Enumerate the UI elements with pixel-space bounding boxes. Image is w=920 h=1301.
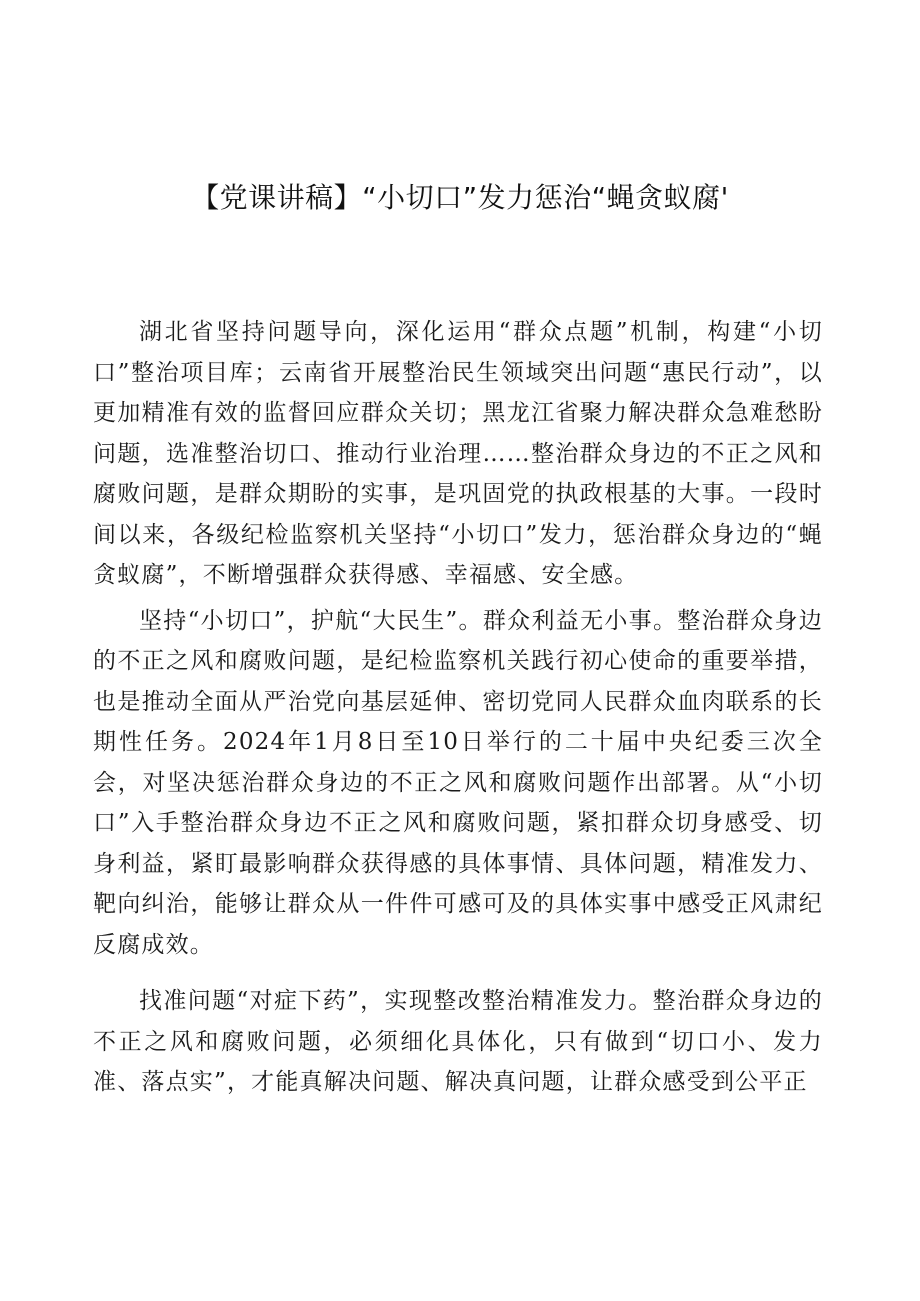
- paragraph-2: 坚持“小切口”，护航“大民生”。群众利益无小事。整治群众身边的不正之风和腐败问题，是纪检监察机关践行初心使命的重要举措，也是推动全面从严治党向基层延伸、密切党同人民群众血肉联系的长期性任务。2024年1月8日至10日举行的二十届中央纪委三次全会，对坚决惩治群众身边的不正之风和腐败问题作出部署。从“小切口”入手整治群众身边不正之风和腐败问题，紧扣群众切身感受、切身利益，紧盯最影响群众获得感的具体事情、具体问题，精准发力、靶向纠治，能够让群众从一件件可感可及的具体实事中感受正风肃纪反腐成效。: [93, 607, 823, 958]
- paragraph-3: 找准问题“对症下药”，实现整改整治精准发力。整治群众身边的不正之风和腐败问题，必须细化具体化，只有做到“切口小、发力准、落点实”，才能真解决问题、解决真问题，让群众感受到公平正: [93, 988, 823, 1095]
- document-title: 【党课讲稿】“小切口”发力惩治“蝇贪蚁腐': [191, 181, 729, 214]
- document-body: [93, 312, 823, 1103]
- paragraph-1: 湖北省坚持问题导向，深化运用“群众点题”机制，构建“小切口”整治项目库；云南省开展整治民生领域突出问题“惠民行动”，以更加精准有效的监督回应群众关切；黑龙江省聚力解决群众急难愁盼问题，选准整治切口、推动行业治理……整治群众身边的不正之风和腐败问题，是群众期盼的实事，是巩固党的执政根基的大事。一段时间以来，各级纪检监察机关坚持“小切口”发力，惩治群众身边的“蝇贪蚁腐”，不断增强群众获得感、幸福感、安全感。: [93, 319, 823, 588]
